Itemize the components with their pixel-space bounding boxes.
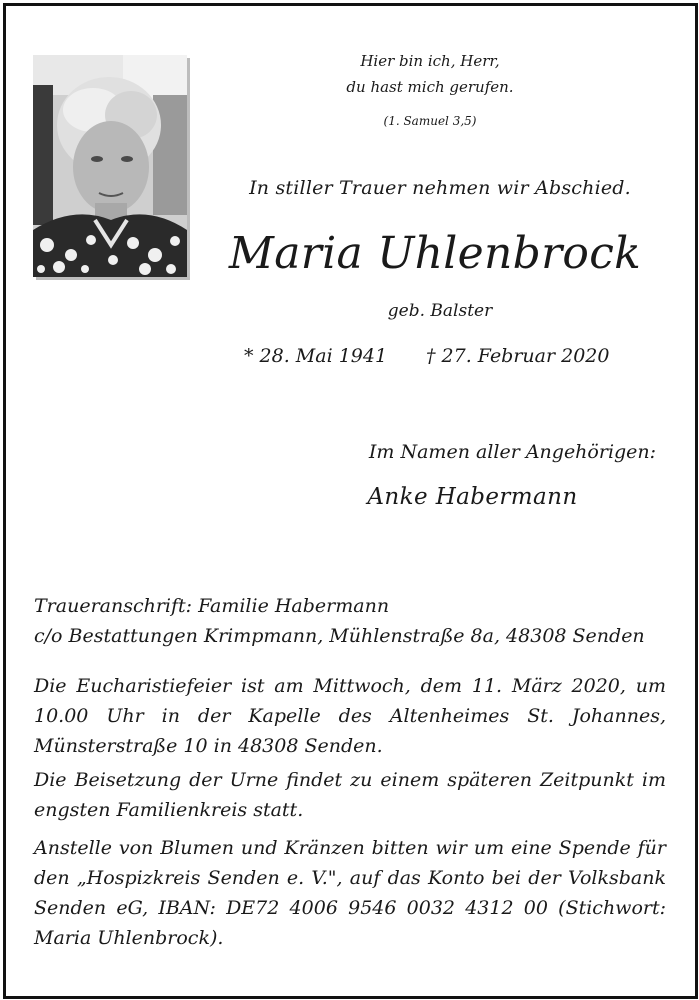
address-line-1: Traueranschrift: Familie Habermann	[34, 595, 390, 617]
verse-reference: (1. Samuel 3,5)	[383, 114, 477, 128]
burial-paragraph	[34, 765, 666, 825]
mourning-address	[34, 591, 666, 651]
mass-paragraph	[34, 671, 666, 761]
family-label: Im Namen aller Angehörigen:	[368, 441, 657, 463]
portrait-image	[33, 55, 187, 277]
donation-text: Anstelle von Blumen und Kränzen bitten wir um eine Spende für den „Hospizkreis Senden e. V.", auf das Konto bei der Volksbank Senden eG, IBAN: DE72 4006 9546 0032 4312 00 (Stichwort: Maria Uhlenbrock).	[34, 837, 666, 949]
death-date: † 27. Februar 2020	[426, 345, 610, 367]
birth-name: geb. Balster	[387, 301, 493, 321]
mass-text: Die Eucharistiefeier ist am Mittwoch, dem 11. März 2020, um 10.00 Uhr in der Kapelle des Altenheimes St. Johannes, Münsterstraße 10 in 48308 Senden.	[34, 675, 666, 757]
signer-name: Anke Habermann	[367, 484, 578, 510]
donation-paragraph	[34, 833, 666, 953]
bible-verse	[330, 48, 530, 134]
address-line-2: c/o Bestattungen Krimpmann, Mühlenstraße 8a, 48308 Senden	[34, 625, 645, 647]
birth-date: * 28. Mai 1941	[244, 345, 388, 367]
burial-text: Die Beisetzung der Urne findet zu einem späteren Zeitpunkt im engsten Familienkreis statt.	[34, 769, 666, 821]
verse-line-2: du hast mich gerufen.	[346, 78, 514, 96]
farewell-line: In stiller Trauer nehmen wir Abschied.	[249, 177, 631, 199]
deceased-name: Maria Uhlenbrock	[228, 228, 642, 279]
verse-line-1: Hier bin ich, Herr,	[360, 52, 500, 70]
portrait-photo	[33, 55, 187, 277]
